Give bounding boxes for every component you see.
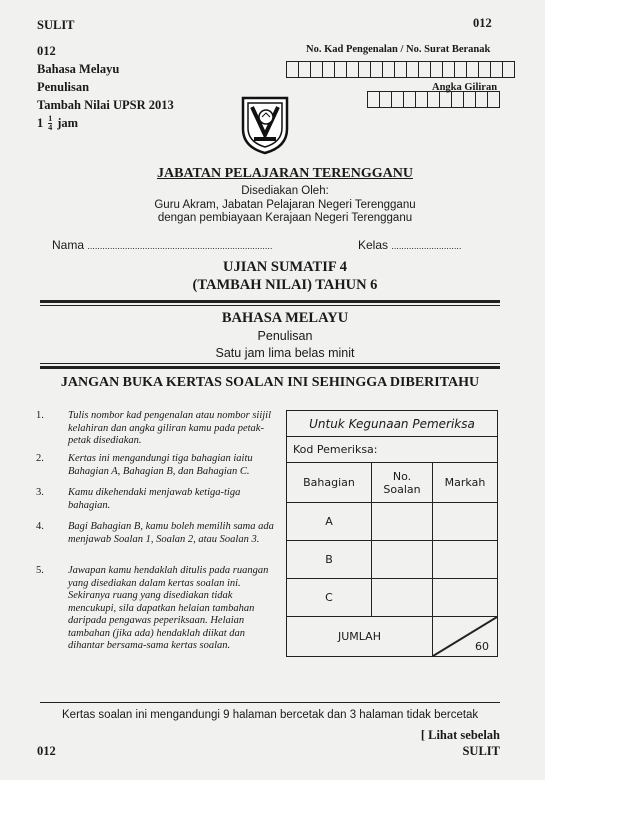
prepared-by-line1: Guru Akram, Jabatan Pelajaran Negeri Terengganu: [154, 199, 416, 211]
instruction-item: [36, 487, 276, 517]
duration-whole: 1: [37, 116, 44, 130]
instruction-text: Kertas ini mengandungi tiga bahagian iaitu Bahagian A, Bahagian B, dan Bahagian C.: [68, 453, 253, 477]
footer-code: 012: [37, 744, 56, 758]
org-name: JABATAN PELAJARAN TERENGGANU: [157, 166, 413, 181]
jabatan-crest-icon: [240, 95, 290, 155]
nama-field[interactable]: [52, 238, 272, 252]
row-a-no-soalan[interactable]: [372, 503, 433, 541]
duration-denominator: 4: [48, 122, 53, 132]
col-bahagian-header: Bahagian: [287, 463, 372, 503]
row-b-no-soalan[interactable]: [372, 541, 433, 579]
instruction-item: [36, 521, 276, 561]
divider-footer: [40, 702, 500, 703]
exam-title-2: (TAMBAH NILAI) TAHUN 6: [192, 277, 378, 293]
header-duration: [37, 114, 78, 132]
sulit-label-top: SULIT: [37, 18, 75, 32]
col-soalan-label: Soalan: [383, 482, 421, 496]
instruction-text: Jawapan kamu hendaklah ditulis pada ruangan yang disediakan dalam kertas soalan ini. Sekiranya ruang yang disediakan tidak mencukupi, sila dapatkan helaian tambahan daripada pengawas peperiksaan. Helaian tambahan (jika ada) hendaklah diikat dan dihantar bersama-sama kertas soalan.: [68, 565, 269, 651]
sulit-label-bottom: SULIT: [462, 744, 500, 758]
warning-text: JANGAN BUKA KERTAS SOALAN INI SEHINGGA DIBERITAHU: [60, 375, 480, 390]
header-paper: Penulisan: [37, 80, 90, 94]
pages-note: Kertas soalan ini mengandungi 9 halaman bercetak dan 3 halaman tidak bercetak: [62, 709, 479, 721]
paper-title: Penulisan: [257, 329, 313, 343]
divider-top: [40, 300, 500, 303]
duration-fraction: [48, 115, 52, 132]
duration-text: Satu jam lima belas minit: [215, 346, 355, 360]
angka-giliran-label: Angka Giliran: [432, 82, 498, 93]
row-c-markah[interactable]: [433, 579, 498, 617]
instruction-number: 5.: [36, 565, 44, 576]
instruction-text: Tulis nombor kad pengenalan atau nombor siijil kelahiran dan angka giliran kamu pada petak-petak disediakan.: [68, 410, 272, 446]
exam-title-1: UJIAN SUMATIF 4: [222, 259, 348, 275]
row-b-markah[interactable]: [433, 541, 498, 579]
header-subject: Bahasa Melayu: [37, 62, 120, 76]
row-bahagian-a: A: [287, 503, 372, 541]
subject-title: BAHASA MELAYU: [221, 310, 349, 326]
row-bahagian-c: C: [287, 579, 372, 617]
divider-top-thin: [40, 305, 500, 306]
prepared-by-line2: dengan pembiayaan Kerajaan Negeri Terengganu: [157, 212, 413, 224]
jumlah-total-cell[interactable]: [433, 617, 498, 657]
instruction-item: [36, 410, 276, 450]
instruction-number: 3.: [36, 487, 44, 498]
instruction-number: 2.: [36, 453, 44, 464]
header-code: 012: [37, 44, 56, 58]
jumlah-total-value: 60: [475, 640, 489, 653]
divider-mid-thin: [40, 363, 500, 364]
row-a-markah[interactable]: [433, 503, 498, 541]
col-markah-header: Markah: [433, 463, 498, 503]
row-c-no-soalan[interactable]: [372, 579, 433, 617]
nama-dots: ..........................................................................: [87, 241, 273, 251]
row-bahagian-b: B: [287, 541, 372, 579]
ic-label: No. Kad Pengenalan / No. Surat Beranak: [306, 44, 491, 55]
divider-mid: [40, 366, 500, 369]
duration-unit: jam: [57, 116, 79, 130]
col-no-soalan-header: [372, 463, 433, 503]
prepared-by: Disediakan Oleh:: [241, 185, 329, 197]
kod-pemeriksa-label: Kod Pemeriksa:: [287, 437, 498, 463]
kelas-label: Kelas: [358, 238, 389, 252]
col-no-label: No.: [392, 469, 412, 483]
instruction-item: [36, 565, 276, 655]
examiner-table-title: Untuk Kegunaan Pemeriksa: [287, 411, 498, 437]
instruction-number: 4.: [36, 521, 44, 532]
instruction-number: 1.: [36, 410, 44, 421]
angka-giliran-boxes[interactable]: [367, 91, 500, 108]
see-next-label: [ Lihat sebelah: [420, 728, 500, 742]
ic-number-boxes[interactable]: [286, 61, 515, 78]
nama-label: Nama: [52, 238, 85, 252]
examiner-table: [286, 410, 498, 657]
kelas-dots: ............................: [391, 241, 462, 251]
paper-code-top: 012: [473, 16, 492, 30]
kelas-field[interactable]: [358, 238, 461, 252]
jumlah-label: JUMLAH: [287, 617, 433, 657]
header-exam: Tambah Nilai UPSR 2013: [37, 98, 174, 112]
instruction-text: Kamu dikehendaki menjawab ketiga-tiga bahagian.: [68, 487, 241, 511]
instruction-text: Bagi Bahagian B, kamu boleh memilih sama ada menjawab Soalan 1, Soalan 2, atau Soalan 3.: [68, 521, 274, 545]
duration-numerator: 1: [48, 113, 53, 123]
instruction-item: [36, 453, 276, 483]
